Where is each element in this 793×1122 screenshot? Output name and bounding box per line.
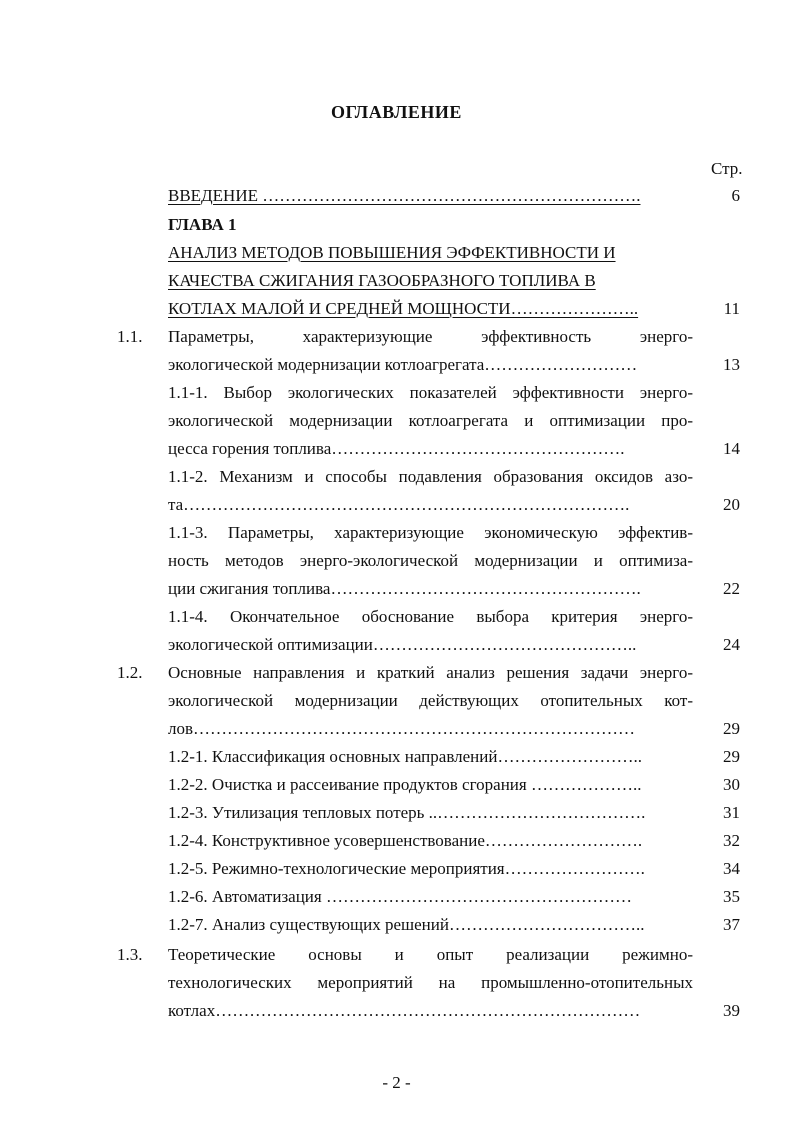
toc-section-1-2-cont[interactable]: [0, 715, 793, 743]
toc-subsection-1-2-1[interactable]: [0, 743, 793, 771]
toc-entry-text: та…………………………………………………………………….: [168, 495, 630, 514]
section-number: 1.2.: [117, 663, 143, 682]
toc-section-1-2[interactable]: [0, 659, 793, 687]
toc-entry-text: 1.2-7. Анализ существующих решений……………………………..: [168, 915, 645, 934]
toc-section-1-3[interactable]: [0, 941, 793, 969]
chapter-title-text: КОТЛАХ МАЛОЙ И СРЕДНЕЙ МОЩНОСТИ…………………..: [168, 299, 639, 318]
toc-subsection-1-1-3[interactable]: [0, 519, 793, 547]
toc-section-1-2-cont[interactable]: [0, 687, 793, 715]
toc-subsection-1-1-2[interactable]: [0, 463, 793, 491]
section-number: 1.1.: [117, 327, 143, 346]
toc-entry-page: 32: [723, 831, 740, 850]
toc-entry-text: технологических мероприятий на промышленно-отопительных: [168, 973, 693, 992]
toc-section-1-1-cont[interactable]: [0, 351, 793, 379]
toc-subsection-1-2-3[interactable]: [0, 799, 793, 827]
toc-entry-text: котлах…………………………………………………………………: [168, 1001, 641, 1020]
toc-entry-text: 1.1-3. Параметры, характеризующие экономическую эффектив-: [168, 523, 693, 542]
section-number: 1.3.: [117, 945, 143, 964]
toc-chapter-title-line[interactable]: [0, 267, 793, 295]
toc-subsection-1-1-1[interactable]: [0, 379, 793, 407]
toc-entry-text: ВВЕДЕНИЕ ………………………………………………………….: [168, 186, 641, 205]
chapter-label: ГЛАВА 1: [168, 215, 237, 234]
toc-entry-text: ность методов энерго-экологической модернизации и оптимиза-: [168, 551, 693, 570]
toc-subsection-1-1-4[interactable]: [0, 603, 793, 631]
toc-subsection-1-2-5[interactable]: [0, 855, 793, 883]
toc-entry-text: 1.2-6. Автоматизация ………………………………………………: [168, 887, 632, 906]
toc-subsection-1-2-6[interactable]: [0, 883, 793, 911]
toc-subsection-1-1-2-cont[interactable]: [0, 491, 793, 519]
chapter-title-text: КАЧЕСТВА СЖИГАНИЯ ГАЗООБРАЗНОГО ТОПЛИВА В: [168, 271, 596, 290]
toc-entry-page: 11: [723, 299, 740, 318]
toc-entry-page: 34: [723, 859, 740, 878]
toc-entry-page: 29: [723, 747, 740, 766]
toc-subsection-1-1-4-cont[interactable]: [0, 631, 793, 659]
toc-subsection-1-1-3-cont[interactable]: [0, 575, 793, 603]
toc-entry-text: Параметры, характеризующие эффективность энерго-: [168, 327, 693, 346]
toc-entry-text: 1.2-3. Утилизация тепловых потерь ..……………………………….: [168, 803, 646, 822]
toc-entry-page: 13: [723, 355, 740, 374]
toc-entry-text: экологической модернизации котлоагрегата………………………: [168, 355, 638, 374]
toc-entry-page: 29: [723, 719, 740, 738]
toc-subsection-1-2-2[interactable]: [0, 771, 793, 799]
toc-subsection-1-1-1-cont[interactable]: [0, 407, 793, 435]
toc-entry-intro[interactable]: [0, 182, 793, 210]
toc-entry-page: 35: [723, 887, 740, 906]
toc-title: ОГЛАВЛЕНИЕ: [331, 102, 462, 122]
toc-entry-text: 1.1-4. Окончательное обоснование выбора критерия энерго-: [168, 607, 693, 626]
toc-entry-text: цесса горения топлива…………………………………………….: [168, 439, 625, 458]
toc-entry-page: 14: [723, 439, 740, 458]
toc-entry-page: 30: [723, 775, 740, 794]
toc-entry-text: экологической модернизации котлоагрегата и оптимизации про-: [168, 411, 693, 430]
toc-entry-text: экологической модернизации действующих отопительных кот-: [168, 691, 693, 710]
toc-entry-text: 1.2-2. Очистка и рассеивание продуктов сгорания ………………..: [168, 775, 642, 794]
toc-entry-page: 20: [723, 495, 740, 514]
toc-entry-text: ции сжигания топлива……………………………………………….: [168, 579, 641, 598]
toc-subsection-1-1-3-cont[interactable]: [0, 547, 793, 575]
toc-section-1-1[interactable]: [0, 323, 793, 351]
toc-chapter-title-line[interactable]: [0, 239, 793, 267]
toc-entry-text: 1.1-2. Механизм и способы подавления образования оксидов азо-: [168, 467, 693, 486]
toc-entry-text: Основные направления и краткий анализ решения задачи энерго-: [168, 663, 693, 682]
toc-entry-text: 1.2-4. Конструктивное усовершенствование……………………….: [168, 831, 643, 850]
toc-section-1-3-cont[interactable]: [0, 969, 793, 997]
toc-subsection-1-2-4[interactable]: [0, 827, 793, 855]
toc-entry-page: 39: [723, 1001, 740, 1020]
toc-chapter-title-line[interactable]: [0, 295, 793, 323]
page-number-footer: - 2 -: [382, 1073, 411, 1092]
toc-entry-page: 6: [731, 186, 740, 205]
toc-entry-page: 31: [723, 803, 740, 822]
toc-entry-text: экологической оптимизации………………………………………..: [168, 635, 637, 654]
toc-entry-text: 1.1-1. Выбор экологических показателей эффективности энерго-: [168, 383, 693, 402]
toc-chapter-label: [0, 211, 793, 239]
toc-entry-text: 1.2-1. Классификация основных направлений……………………..: [168, 747, 642, 766]
toc-entry-page: 37: [723, 915, 740, 934]
toc-entry-page: 24: [723, 635, 740, 654]
toc-entry-text: лов……………………………………………………………………: [168, 719, 636, 738]
toc-subsection-1-1-1-cont[interactable]: [0, 435, 793, 463]
toc-subsection-1-2-7[interactable]: [0, 911, 793, 939]
toc-entry-page: 22: [723, 579, 740, 598]
toc-section-1-3-cont[interactable]: [0, 997, 793, 1025]
chapter-title-text: АНАЛИЗ МЕТОДОВ ПОВЫШЕНИЯ ЭФФЕКТИВНОСТИ И: [168, 243, 616, 262]
toc-entry-text: Теоретические основы и опыт реализации режимно-: [168, 945, 693, 964]
toc-entry-text: 1.2-5. Режимно-технологические мероприятия…………………….: [168, 859, 645, 878]
page-column-header: Стр.: [711, 159, 743, 178]
